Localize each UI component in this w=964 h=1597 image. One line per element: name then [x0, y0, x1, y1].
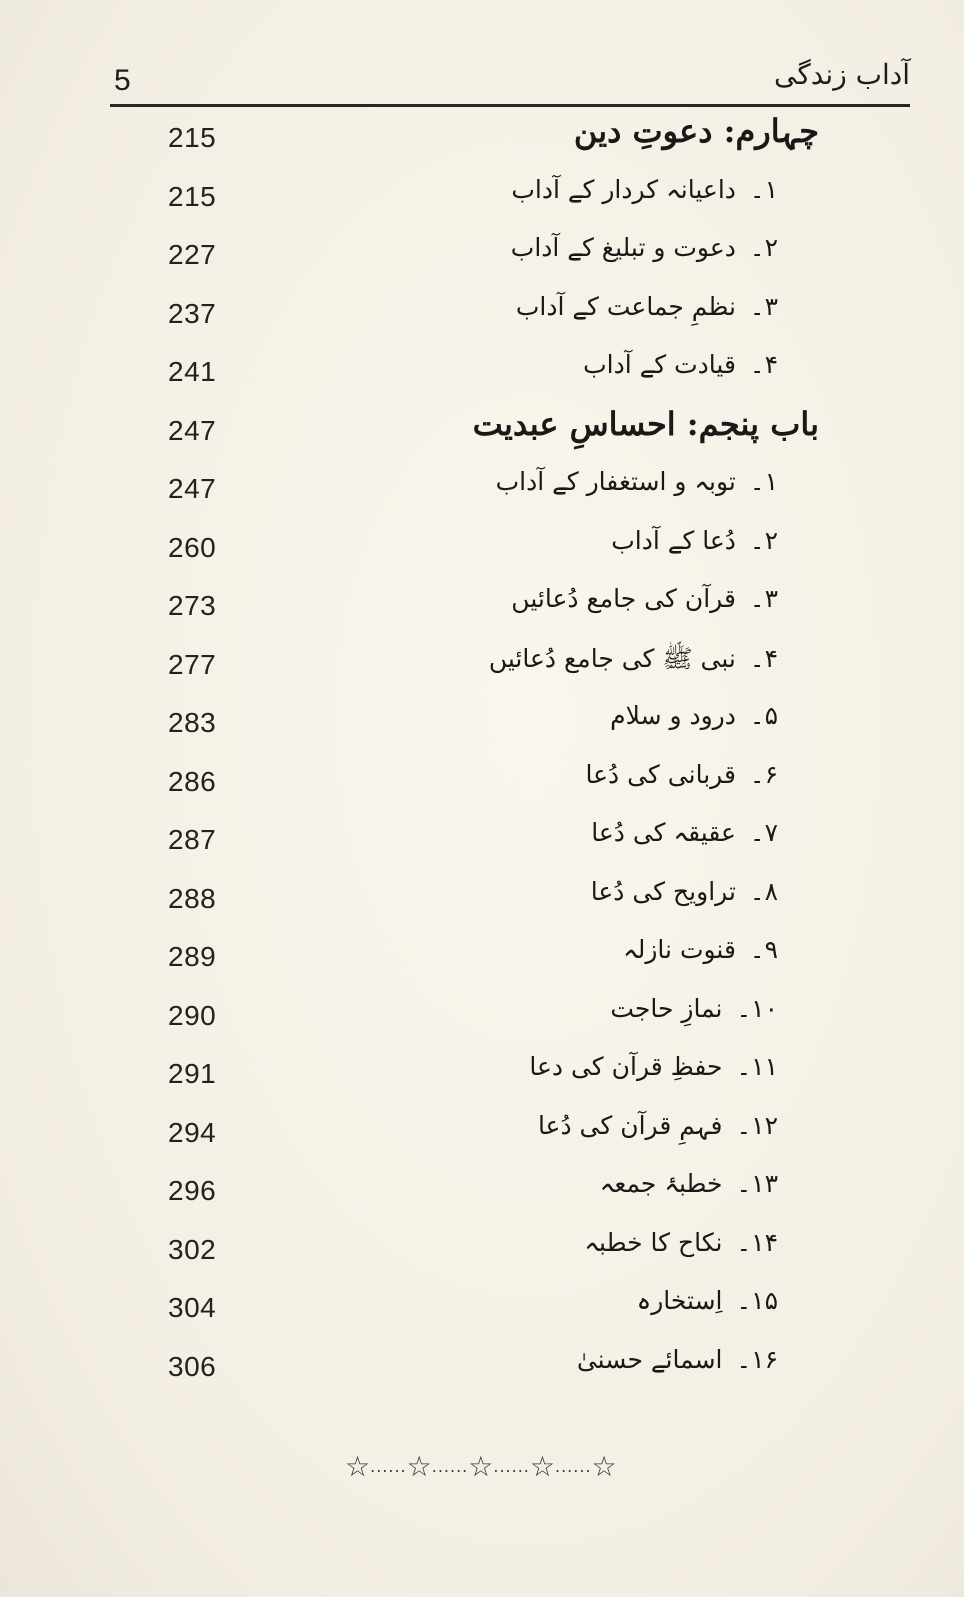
toc-entry-number: ۱۔	[749, 467, 778, 496]
toc-page-number: 291	[168, 1058, 217, 1089]
toc-entry	[0, 990, 964, 1049]
toc-entry	[0, 229, 964, 288]
toc-entry	[0, 522, 964, 581]
star-icon: ☆	[406, 1450, 432, 1483]
toc-entry-number: ۱۲۔	[736, 1110, 778, 1140]
toc-entry-text: حفظِ قرآن کی دعا	[529, 1052, 723, 1081]
toc-entry-title	[591, 877, 778, 906]
toc-page-number: 277	[168, 648, 217, 680]
toc-entry-title	[600, 1169, 778, 1198]
table-of-contents	[0, 112, 964, 1399]
toc-page-number: 273	[168, 590, 217, 621]
toc-page-number: 283	[168, 707, 217, 738]
star-ornament-divider	[345, 1450, 665, 1483]
page-number: 5	[114, 64, 131, 97]
toc-entry-title	[511, 584, 778, 613]
dotted-leader: ......	[493, 1457, 530, 1476]
toc-entry-title	[577, 1345, 778, 1374]
toc-entry-title	[584, 1228, 778, 1257]
toc-page-number: 290	[168, 999, 217, 1031]
toc-entry-title	[623, 935, 778, 964]
toc-entry-text: دُعا کے آداب	[611, 525, 736, 555]
toc-entry	[0, 756, 964, 815]
star-icon: ☆	[529, 1450, 555, 1483]
toc-entry-number: ۱۳۔	[736, 1169, 778, 1198]
star-icon: ☆	[468, 1450, 494, 1483]
toc-page-number: 287	[168, 824, 217, 855]
toc-entry-number: ۲۔	[749, 233, 778, 262]
toc-entry	[0, 288, 964, 347]
toc-entry-title	[511, 233, 778, 262]
toc-entry-title	[473, 405, 819, 443]
toc-entry-title	[591, 818, 778, 847]
toc-chapter-heading	[0, 112, 964, 171]
toc-entry-title	[496, 467, 778, 496]
toc-entry-title	[574, 112, 819, 150]
toc-entry	[0, 697, 964, 756]
toc-entry-text: نمازِ حاجت	[610, 993, 723, 1023]
toc-entry-text: دعوت و تبلیغ کے آداب	[510, 233, 736, 262]
toc-entry-title	[538, 1111, 778, 1140]
toc-page-number: 306	[168, 1350, 217, 1382]
toc-entry	[0, 873, 964, 932]
toc-entry-text: توبہ و استغفار کے آداب	[495, 467, 736, 496]
toc-page-number: 241	[168, 356, 217, 387]
toc-entry-number: ۱۱۔	[736, 1052, 778, 1081]
toc-entry-number: ۶۔	[749, 759, 778, 789]
toc-page-number: 304	[168, 1292, 217, 1323]
toc-entry-text: خطبۂ جمعہ	[599, 1169, 723, 1198]
toc-entry-title	[610, 701, 778, 730]
toc-entry	[0, 1341, 964, 1400]
toc-entry-number: ۴۔	[749, 350, 778, 379]
toc-entry-text: قنوت نازلہ	[623, 935, 736, 964]
toc-entry	[0, 1048, 964, 1107]
toc-entry-text: اِستخارہ	[636, 1286, 723, 1315]
toc-entry-text: فہمِ قرآن کی دُعا	[537, 1110, 723, 1140]
toc-page-number: 296	[168, 1175, 217, 1206]
toc-entry-number: ۳۔	[749, 291, 778, 321]
toc-entry-text: نظمِ جماعت کے آداب	[515, 291, 736, 321]
dotted-leader: ......	[431, 1457, 469, 1476]
book-title: آداب زندگی	[774, 58, 910, 91]
toc-page-number: 289	[168, 941, 217, 972]
toc-entry-title	[489, 643, 778, 680]
toc-page-number: 286	[168, 765, 217, 797]
toc-entry	[0, 1282, 964, 1341]
toc-entry	[0, 814, 964, 873]
toc-entry-title	[516, 292, 778, 321]
running-header	[110, 52, 910, 104]
star-icon: ☆	[345, 1450, 371, 1483]
toc-entry-text: داعیانہ کردار کے آداب	[511, 174, 736, 204]
toc-page-number: 247	[168, 414, 217, 446]
toc-entry-number: ۱۶۔	[736, 1344, 778, 1374]
toc-entry-title	[529, 1052, 778, 1081]
toc-entry-title	[583, 350, 778, 379]
toc-entry-text: باب پنجم: احساسِ عبدیت	[472, 404, 819, 443]
toc-entry-text: قربانی کی دُعا	[585, 759, 736, 789]
toc-entry-title	[637, 1286, 778, 1315]
toc-entry-title	[611, 526, 778, 555]
toc-entry	[0, 1224, 964, 1283]
dotted-leader: ......	[370, 1457, 407, 1476]
toc-entry-title	[610, 994, 778, 1023]
toc-entry-text: درود و سلام	[610, 701, 736, 730]
toc-entry-text: نکاح کا خطبہ	[584, 1227, 723, 1257]
toc-entry-text: چہارم: دعوتِ دین	[573, 112, 819, 150]
toc-entry-title	[511, 175, 778, 204]
toc-page-number: 302	[168, 1233, 217, 1265]
toc-page-number: 294	[168, 1116, 217, 1148]
toc-entry-number: ۹۔	[749, 935, 778, 964]
toc-entry-text: قیادت کے آداب	[583, 350, 736, 379]
toc-page-number: 215	[168, 122, 217, 153]
toc-entry-number: ۲۔	[749, 525, 778, 555]
toc-entry-text: عقیقہ کی دُعا	[591, 818, 736, 847]
dotted-leader: ......	[554, 1457, 592, 1476]
toc-entry-number: ۱۵۔	[736, 1286, 778, 1315]
toc-entry-text: نبی ﷺ کی جامع دُعائیں	[488, 643, 736, 673]
toc-entry-text: تراویح کی دُعا	[590, 876, 736, 906]
toc-entry-number: ۸۔	[749, 876, 778, 906]
toc-entry-number: ۱۴۔	[736, 1227, 778, 1257]
toc-entry	[0, 346, 964, 405]
toc-chapter-heading	[0, 405, 964, 464]
toc-entry	[0, 1107, 964, 1166]
toc-entry-number: ۳۔	[749, 584, 778, 613]
star-icon: ☆	[591, 1450, 617, 1483]
toc-entry	[0, 639, 964, 698]
toc-entry-number: ۵۔	[749, 701, 778, 730]
toc-page-number: 237	[168, 297, 217, 329]
toc-entry-title	[585, 760, 778, 789]
toc-entry	[0, 931, 964, 990]
toc-entry-number: ۱۰۔	[736, 993, 778, 1023]
toc-page-number: 260	[168, 531, 217, 563]
toc-entry	[0, 1165, 964, 1224]
toc-entry	[0, 580, 964, 639]
toc-page-number: 215	[168, 180, 217, 212]
toc-page-number: 247	[168, 473, 217, 504]
toc-entry-number: ۱۔	[749, 174, 778, 204]
toc-entry-text: اسمائے حسنیٰ	[576, 1344, 723, 1374]
header-rule	[110, 104, 910, 107]
toc-entry-number: ۷۔	[749, 818, 778, 847]
toc-entry-text: قرآن کی جامع دُعائیں	[511, 584, 736, 613]
toc-page-number: 227	[168, 239, 217, 270]
toc-entry	[0, 171, 964, 230]
toc-page-number: 288	[168, 882, 217, 914]
toc-entry	[0, 463, 964, 522]
toc-entry-number: ۴۔	[749, 643, 778, 673]
